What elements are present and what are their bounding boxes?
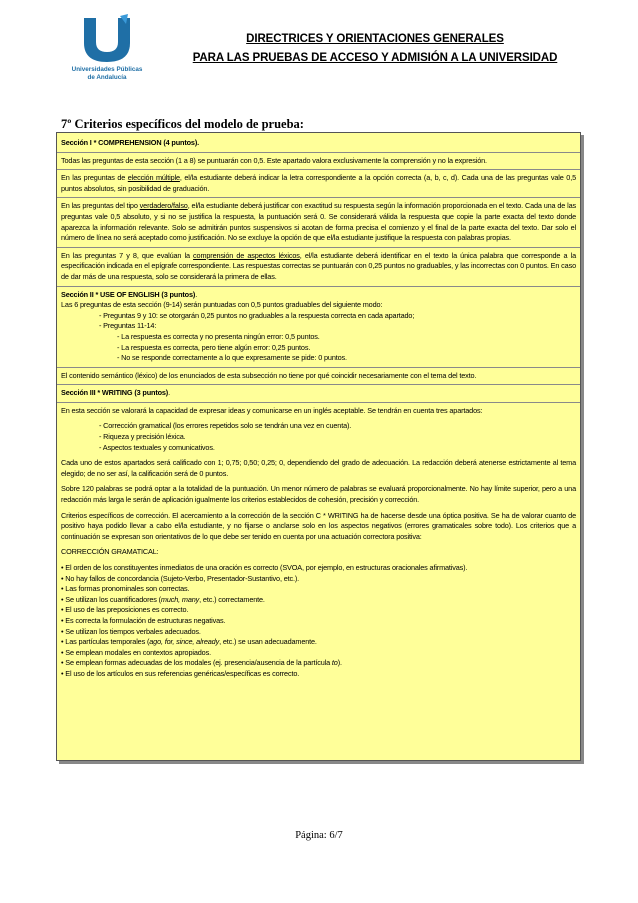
document-title-line1: DIRECTRICES Y ORIENTACIONES GENERALES [246,33,504,45]
s2-list-item: - Preguntas 11-14: [99,321,157,331]
grammar-bullet: • El uso de las preposiciones es correcto. [61,605,189,615]
grammar-bullet: • Es correcta la formulación de estructuras negativas. [61,615,226,625]
s2-sublist-item: - La respuesta es correcta y no presenta ningún error: 0,5 puntos. [117,331,320,341]
grammar-bullet: • Se utilizan los cuantificadores (much, many, etc.) correctamente. [61,594,265,604]
grammar-bullet: • El uso de los artículos en sus referencias genéricas/específicas es correcto. [61,668,300,678]
s3-list-item: - Corrección gramatical (los errores repetidos solo se tendrán una vez en cuenta). [99,421,352,431]
divider [57,197,580,198]
divider [57,169,580,170]
section-3-title: Sección III * WRITING (3 puntos). [61,388,170,398]
grammar-subheading: CORRECCIÓN GRAMATICAL: [61,547,159,557]
s3-paragraph-2: Cada uno de estos apartados será calificado con 1; 0,75; 0,50; 0,25; 0, dependiendo del grado de adecuación. La redacción deberá atenerse estrictamente al tema elegido; de no ser así, la calificación será de 0 puntos. [61,458,576,478]
divider [57,402,580,403]
s2-paragraph-1: Las 6 preguntas de esta sección (9-14) serán puntuadas con 0,5 puntos graduables del siguiente modo: [61,300,383,310]
divider [57,286,580,287]
s1-paragraph-3: En las preguntas del tipo verdadero/falso, el/la estudiante deberá justificar con exactitud su respuesta según la información proporcionada en el texto. Cada una de las preguntas vale 0,5 absoluto, y si no se justifica la respuesta, la puntuación será 0. Se considerará válida la respuesta que copie la parte exacta del texto donde aparezca la información relevante. Solo se admitirán puntos suspensivos si acotan de forma precisa el comienzo y el final de la parte exacta del texto. Dar solo el número de línea no será aceptado como justificación. No se excluye la opción de que el/la estudiante justifique la respuesta con palabras propias. [61,201,576,243]
s3-paragraph-4: Criterios específicos de corrección. El acercamiento a la corrección de la sección C * WRITING ha de hacerse desde una óptica positiva. Se ha de valorar cuanto de positivo haya podido llevar a cabo el/la estudiante, y no fijarse o anclarse solo en los aspectos negativos (errores gramaticales sobre todo). Los criterios que a continuación se expresan son orientativos de lo que debe ser tenido en cuenta por una actuación correctora positiva: [61,510,576,541]
criteria-box [56,132,581,761]
u-logo-icon [80,14,134,64]
s2-list-item: - Preguntas 9 y 10: se otorgarán 0,25 puntos no graduables a la respuesta correcta en cada apartado; [99,310,415,320]
section-heading: 7º Criterios específicos del modelo de prueba: [61,117,304,131]
s3-list-item: - Aspectos textuales y comunicativos. [99,442,215,452]
multiple-choice-term: elección múltiple [127,173,180,183]
s1-paragraph-1: Todas las preguntas de esta sección (1 a 8) se puntuarán con 0,5. Este apartado valora exclusivamente la comprensión y no la expresión. [61,155,487,165]
s1-paragraph-4: En las preguntas 7 y 8, que evalúan la comprensión de aspectos léxicos, el/la estudiante deberá identificar en el texto la única palabra que corresponde a la especificación indicada en el epígrafe correspondiente. Las respuestas correctas se puntuarán con 0,25 puntos no graduables, y las incorrectas con 0 puntos. En caso de dar más de una respuesta, solo se considerará la primera de ellas. [61,250,576,281]
grammar-bullet: • Las formas pronominales son correctas. [61,584,190,594]
grammar-bullet: • Se utilizan los tiempos verbales adecuados. [61,626,201,636]
logo-text-line1: Universidades Públicas [71,66,143,73]
s3-list-item: - Riqueza y precisión léxica. [99,432,186,442]
divider [57,152,580,153]
grammar-bullet: • Las partículas temporales (ago, for, since, already, etc.) se usan adecuadamente. [61,637,317,647]
divider [57,367,580,368]
document-title-line2: PARA LAS PRUEBAS DE ACCESO Y ADMISIÓN A LA UNIVERSIDAD [192,52,558,64]
divider [57,384,580,385]
true-false-term: verdadero/falso [139,201,188,211]
s2-paragraph-2: El contenido semántico (léxico) de los enunciados de esta subsección no tiene por qué coincidir necesariamente con el tema del texto. [61,370,477,380]
s3-paragraph-3: Sobre 120 palabras se podrá optar a la totalidad de la puntuación. Un menor número de palabras se evaluará proporcionalmente. No hay límite superior, pero a una redacción más larga le serán de aplicación igualmente los criterios establecidos de cohesión, precisión y corrección. [61,484,576,505]
s1-paragraph-2: En las preguntas de elección múltiple, el/la estudiante deberá indicar la letra correspondiente a la opción correcta (a, b, c, d). Cada una de las preguntas vale 0,5 puntos absolutos, sin posibilidad de graduación. [61,173,576,193]
grammar-bullet: • Se emplean modales en contextos apropiados. [61,647,211,657]
grammar-bullet: • No hay fallos de concordancia (Sujeto-Verbo, Presentador-Sustantivo, etc.). [61,573,300,583]
s3-paragraph-1: En esta sección se valorará la capacidad de expresar ideas y comunicarse en un inglés aceptable. Se tendrán en cuenta tres apartados: [61,405,483,415]
lexical-term: comprensión de aspectos léxicos [193,250,300,260]
page-number: Página: 6/7 [295,830,343,841]
university-logo [62,14,152,96]
s2-sublist-item: - La respuesta es correcta, pero tiene algún error: 0,25 puntos. [117,342,311,352]
grammar-bullet: • Se emplean formas adecuadas de los modales (ej. presencia/ausencia de la partícula to). [61,658,342,668]
divider [57,247,580,248]
grammar-bullet: • El orden de los constituyentes inmediatos de una oración es correcto (SVOA, por ejemplo, en estructuras oracionales afirmativas). [61,563,468,572]
section-1-title: Sección I * COMPREHENSION (4 puntos). [61,138,199,147]
s2-sublist-item: - No se responde correctamente a lo que expresamente se pide: 0 puntos. [117,353,347,363]
logo-text-line2: de Andalucía [87,74,127,81]
section-2-title: Sección II * USE OF ENGLISH (3 puntos). [61,289,198,299]
